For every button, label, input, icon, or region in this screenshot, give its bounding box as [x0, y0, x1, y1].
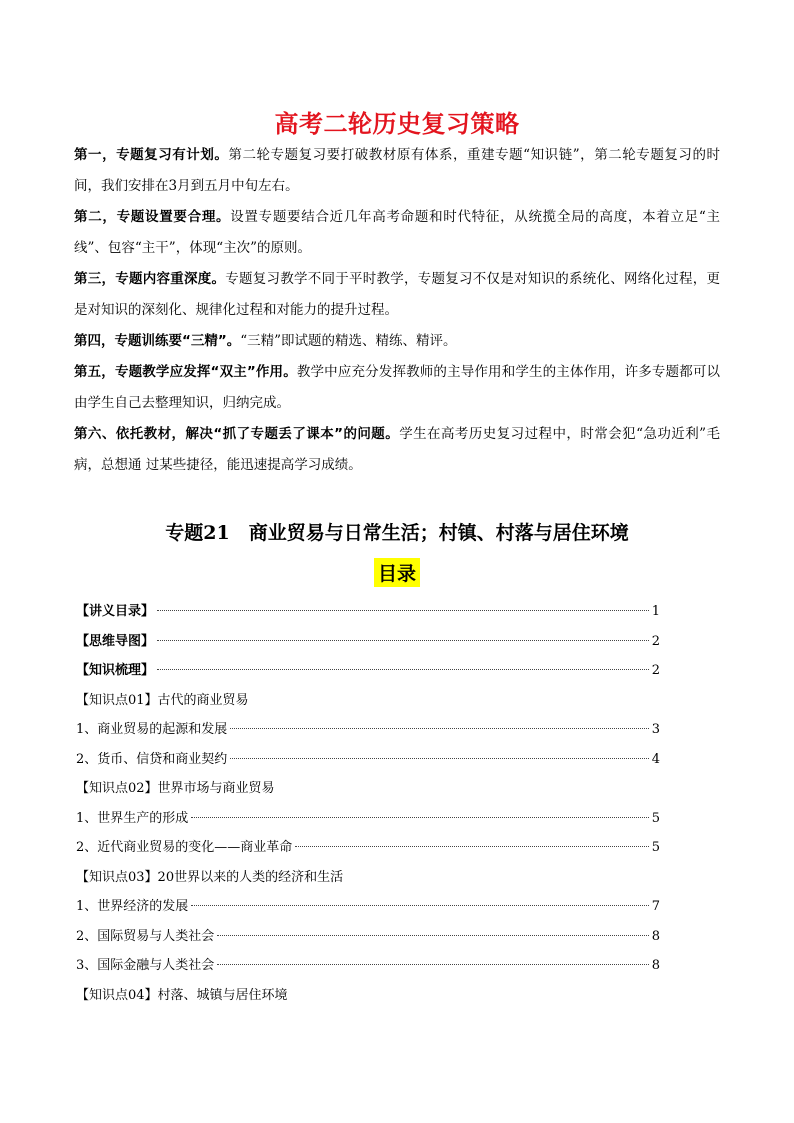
toc-entry-page: 3: [651, 722, 660, 737]
page-title: 高考二轮历史复习策略: [274, 110, 520, 138]
toc-entry-page: 2: [651, 663, 660, 678]
strategy-paragraph: [74, 140, 720, 202]
strategy-paragraph: [74, 326, 720, 357]
strategy-paragraph: [74, 357, 720, 419]
toc-leader-dots: [191, 817, 648, 818]
toc-leader-dots: [230, 728, 648, 729]
toc-entry-label: 1、世界经济的发展: [76, 899, 189, 914]
toc-entry-label: 3、国际金融与人类社会: [76, 958, 215, 973]
toc-entry-label: 2、国际贸易与人类社会: [76, 928, 215, 944]
toc-entry[interactable]: [76, 597, 660, 627]
toc-entry-label: 1、商业贸易的起源和发展: [76, 722, 228, 737]
toc-entry[interactable]: [76, 627, 660, 657]
toc-entry-page: 8: [651, 958, 660, 973]
toc-entry-label: 2、近代商业贸易的变化——商业革命: [76, 840, 293, 855]
strategy-lead: 第四，专题训练要“三精”。: [74, 333, 241, 349]
topic-title: 专题21 商业贸易与日常生活；村镇、村落与居住环境: [165, 522, 629, 544]
strategy-text: “三精”即试题的精选、精练、精评。: [240, 333, 457, 349]
toc-entry-label: 【知识点03】20世界以来的人类的经济和生活: [76, 869, 344, 885]
toc-entry-label: 【知识梳理】: [76, 663, 155, 678]
toc-leader-dots: [157, 669, 649, 670]
toc-entry-page: 7: [651, 899, 660, 914]
toc-leader-dots: [230, 758, 648, 759]
strategy-lead: 第五，专题教学应发挥“双主”作用。: [74, 364, 297, 380]
toc-heading: 目录: [374, 558, 420, 587]
strategy-text: 专题复习教学不同于平时教学，专题复习不仅是对知识的系统化、网络化过程，更是对知识的深刻化、规律化过程和对能力的提升过程。: [74, 271, 720, 318]
toc-entry-page: 2: [651, 633, 660, 649]
toc-entry-label: 【知识点02】世界市场与商业贸易: [76, 781, 275, 796]
strategy-text: 学生在高考历史复习过程中，时常会犯“急功近利”毛病，总想通 过某些捷径，能迅速提高学习成绩。: [74, 426, 720, 473]
toc-entry-page: 5: [651, 810, 660, 826]
strategy-lead: 第一，专题复习有计划。: [74, 147, 229, 163]
strategy-paragraph: [74, 419, 720, 481]
toc-entry-label: 【思维导图】: [76, 633, 155, 649]
toc-entry[interactable]: [76, 951, 660, 981]
strategy-text: 设置专题要结合近几年高考命题和时代特征，从统揽全局的高度，本着立足“主线”、包容“主干”，体现“主次”的原则。: [74, 209, 721, 256]
toc-entry[interactable]: [76, 981, 660, 1011]
toc-entry-page: 1: [651, 604, 660, 619]
toc-entry-page: 5: [651, 840, 660, 855]
strategy-text: 第二轮专题复习要打破教材原有体系，重建专题“知识链”，第二轮专题复习的时间，我们安排在3月到五月中旬左右。: [74, 147, 720, 194]
toc-leader-dots: [157, 640, 649, 641]
toc-entry-label: 【知识点04】村落、城镇与居住环境: [76, 987, 288, 1003]
toc-leader-dots: [295, 846, 648, 847]
toc-entry[interactable]: [76, 715, 660, 745]
strategy-paragraph: [74, 264, 720, 326]
toc-entry[interactable]: [76, 863, 660, 893]
strategy-paragraph: [74, 202, 720, 264]
toc-entry-page: 4: [651, 751, 660, 767]
strategy-lead: 第三，专题内容重深度。: [74, 271, 226, 287]
toc-entry-label: 【知识点01】古代的商业贸易: [76, 692, 249, 708]
toc-leader-dots: [191, 905, 648, 906]
strategy-list: [74, 140, 720, 481]
toc-entry-label: 【讲义目录】: [76, 604, 155, 619]
strategy-lead: 第二，专题设置要合理。: [74, 209, 231, 225]
toc-leader-dots: [157, 610, 649, 611]
toc-entry[interactable]: [76, 774, 660, 804]
toc-entry[interactable]: [76, 656, 660, 686]
toc-leader-dots: [217, 935, 648, 936]
toc-heading-wrap: [0, 558, 794, 587]
toc-entry[interactable]: [76, 686, 660, 716]
toc-entry[interactable]: [76, 745, 660, 775]
toc-leader-dots: [217, 964, 648, 965]
toc-entry[interactable]: [76, 833, 660, 863]
toc-entry[interactable]: [76, 892, 660, 922]
toc-entry[interactable]: [76, 804, 660, 834]
toc-entry-label: 1、世界生产的形成: [76, 810, 189, 826]
strategy-text: 教学中应充分发挥教师的主导作用和学生的主体作用，许多专题都可以由学生自己去整理知识，归纳完成。: [74, 364, 721, 411]
toc-entry-label: 2、货币、信贷和商业契约: [76, 751, 228, 767]
strategy-lead: 第六、依托教材，解决“抓了专题丢了课本”的问题。: [74, 426, 400, 442]
table-of-contents: [76, 597, 660, 1010]
toc-entry[interactable]: [76, 922, 660, 952]
toc-entry-page: 8: [651, 928, 660, 944]
